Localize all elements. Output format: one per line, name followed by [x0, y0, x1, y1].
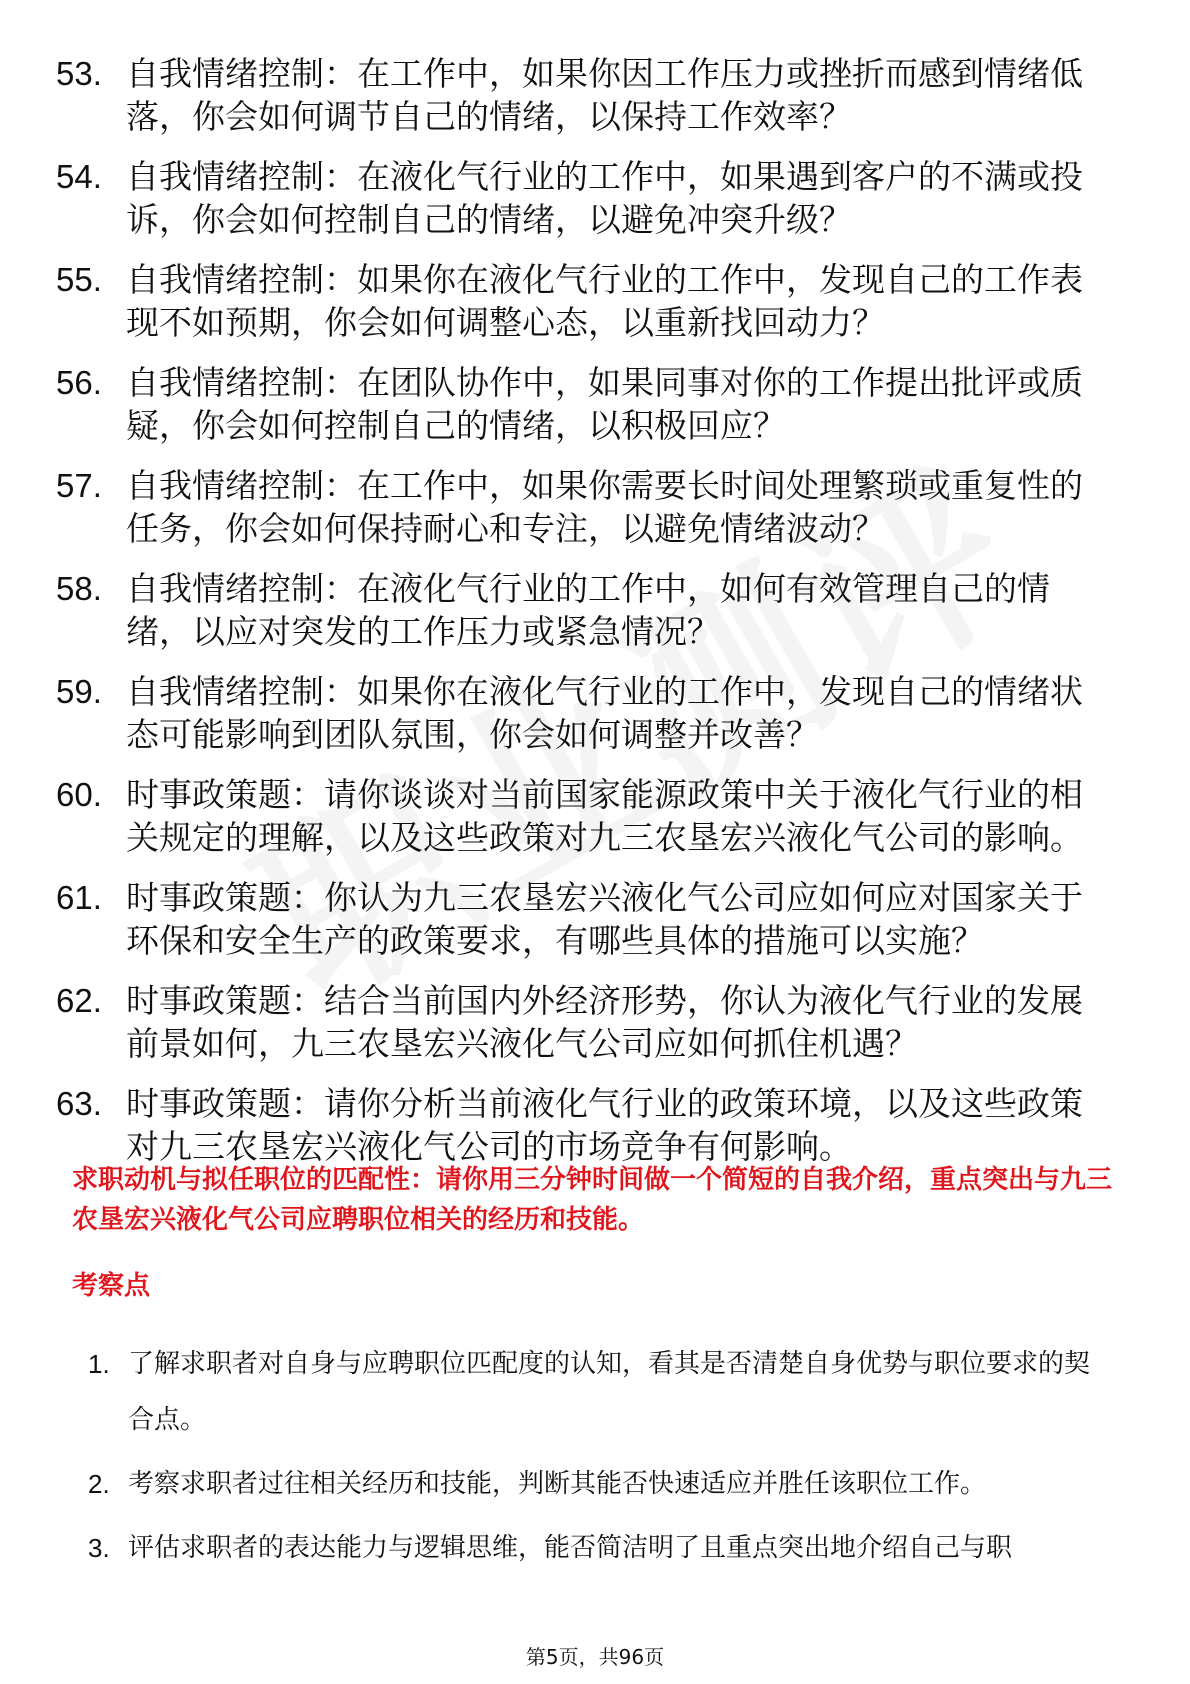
- question-number: 56.: [56, 364, 102, 401]
- question-text: 自我情绪控制：在工作中，如果你因工作压力或挫折而感到情绪低落，你会如何调节自己的情绪，以保持工作效率？: [126, 54, 1083, 136]
- list-item: [0, 670, 1190, 756]
- question-number: 60.: [56, 776, 102, 813]
- list-item: [0, 1082, 1190, 1168]
- list-item: [0, 464, 1190, 550]
- list-item: [0, 567, 1190, 653]
- question-number: 54.: [56, 158, 102, 195]
- question-text: 自我情绪控制：如果你在液化气行业的工作中，发现自己的情绪状态可能影响到团队氛围，你会如何调整并改善？: [126, 672, 1083, 754]
- list-item: [0, 979, 1190, 1065]
- assessment-points: [0, 1336, 1190, 1584]
- list-item: [0, 1456, 1190, 1512]
- question-text: 时事政策题：请你分析当前液化气行业的政策环境，以及这些政策对九三农垦宏兴液化气公司的市场竞争有何影响。: [126, 1084, 1083, 1166]
- question-number: 61.: [56, 879, 102, 916]
- highlight-question: 求职动机与拟任职位的匹配性：请你用三分钟时间做一个简短的自我介绍，重点突出与九三农垦宏兴液化气公司应聘职位相关的经历和技能。: [72, 1165, 1113, 1235]
- list-item: [0, 258, 1190, 344]
- question-number: 55.: [56, 261, 102, 298]
- list-item: [0, 155, 1190, 241]
- point-number: 2.: [88, 1469, 110, 1499]
- question-number: 62.: [56, 982, 102, 1019]
- question-text: 时事政策题：请你谈谈对当前国家能源政策中关于液化气行业的相关规定的理解，以及这些政策对九三农垦宏兴液化气公司的影响。: [126, 775, 1083, 857]
- list-item: [0, 52, 1190, 138]
- question-text: 自我情绪控制：在液化气行业的工作中，如何有效管理自己的情绪，以应对突发的工作压力或紧急情况？: [126, 569, 1050, 651]
- point-number: 1.: [88, 1349, 110, 1379]
- list-item: [0, 361, 1190, 447]
- question-text: 自我情绪控制：在团队协作中，如果同事对你的工作提出批评或质疑，你会如何控制自己的情绪，以积极回应？: [126, 363, 1083, 445]
- point-text: 评估求职者的表达能力与逻辑思维，能否简洁明了且重点突出地介绍自己与职: [128, 1533, 1013, 1563]
- question-text: 时事政策题：结合当前国内外经济形势，你认为液化气行业的发展前景如何，九三农垦宏兴液化气公司应如何抓住机遇？: [126, 981, 1083, 1063]
- question-text: 自我情绪控制：在工作中，如果你需要长时间处理繁琐或重复性的任务，你会如何保持耐心和专注，以避免情绪波动？: [126, 466, 1083, 548]
- list-item: [0, 1336, 1190, 1448]
- list-item: [0, 1520, 1190, 1576]
- question-number: 63.: [56, 1085, 102, 1122]
- list-item: [0, 773, 1190, 859]
- question-number: 59.: [56, 673, 102, 710]
- point-text: 考察求职者过往相关经历和技能，判断其能否快速适应并胜任该职位工作。: [128, 1469, 987, 1499]
- point-number: 3.: [88, 1533, 110, 1563]
- question-number: 53.: [56, 55, 102, 92]
- question-number: 57.: [56, 467, 102, 504]
- page-footer: 第5页，共96页: [525, 1645, 665, 1669]
- question-list: [0, 52, 1190, 1185]
- list-item: [0, 876, 1190, 962]
- section-heading: 考察点: [72, 1271, 151, 1301]
- point-text: 了解求职者对自身与应聘职位匹配度的认知，看其是否清楚自身优势与职位要求的契合点。: [128, 1349, 1091, 1435]
- question-text: 时事政策题：你认为九三农垦宏兴液化气公司应如何应对国家关于环保和安全生产的政策要求，有哪些具体的措施可以实施？: [126, 878, 1083, 960]
- question-number: 58.: [56, 570, 102, 607]
- question-text: 自我情绪控制：在液化气行业的工作中，如果遇到客户的不满或投诉，你会如何控制自己的情绪，以避免冲突升级？: [126, 157, 1083, 239]
- question-text: 自我情绪控制：如果你在液化气行业的工作中，发现自己的工作表现不如预期，你会如何调整心态，以重新找回动力？: [126, 260, 1083, 342]
